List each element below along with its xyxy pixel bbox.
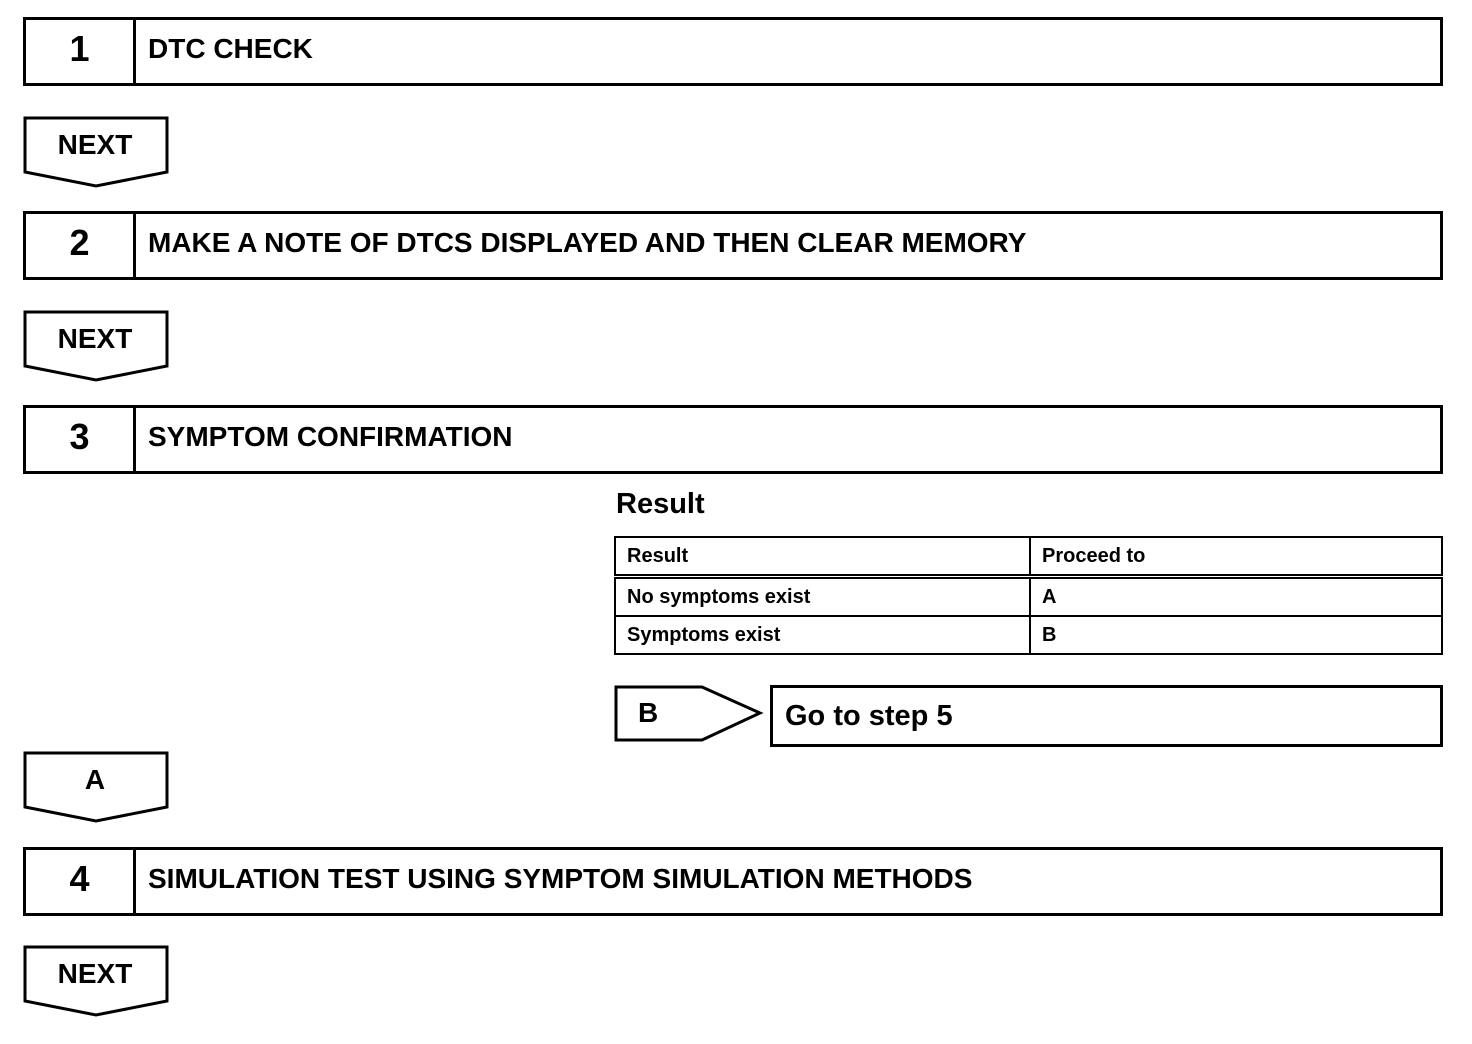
a-arrow xyxy=(23,751,169,823)
arrow-label: A xyxy=(84,764,106,795)
table-row xyxy=(615,616,1442,654)
arrow-label: NEXT xyxy=(57,323,133,354)
step-number: 3 xyxy=(26,408,136,471)
step-1-box xyxy=(23,17,1443,86)
goto-step-box: Go to step 5 xyxy=(770,685,1443,747)
table-header-row xyxy=(615,537,1442,577)
step-number: 1 xyxy=(26,20,136,83)
step-2-box xyxy=(23,211,1443,280)
step-4-box xyxy=(23,847,1443,916)
result-cell: No symptoms exist xyxy=(615,577,1030,617)
step-title: DTC CHECK xyxy=(148,32,313,64)
step-title: MAKE A NOTE OF DTCS DISPLAYED AND THEN CLEAR MEMORY xyxy=(148,226,1027,258)
step-title: SIMULATION TEST USING SYMPTOM SIMULATION METHODS xyxy=(148,862,973,894)
next-arrow-1 xyxy=(23,116,169,188)
header-proceed-to: Proceed to xyxy=(1030,537,1442,577)
proceed-cell: A xyxy=(1030,577,1442,617)
right-pentagon-arrow-icon xyxy=(614,685,764,743)
step-title: SYMPTOM CONFIRMATION xyxy=(148,420,513,452)
branch-b-arrow xyxy=(614,685,764,743)
branch-label: B xyxy=(638,697,659,728)
result-cell: Symptoms exist xyxy=(615,616,1030,654)
step-number: 2 xyxy=(26,214,136,277)
header-result: Result xyxy=(615,537,1030,577)
result-heading: Result xyxy=(616,488,705,520)
result-table xyxy=(614,536,1443,655)
step-number: 4 xyxy=(26,850,136,913)
proceed-cell: B xyxy=(1030,616,1442,654)
table-row xyxy=(615,577,1442,617)
arrow-label: NEXT xyxy=(57,129,133,160)
arrow-label: NEXT xyxy=(57,958,133,989)
step-3-box xyxy=(23,405,1443,474)
next-arrow-4 xyxy=(23,945,169,1017)
next-arrow-2 xyxy=(23,310,169,382)
